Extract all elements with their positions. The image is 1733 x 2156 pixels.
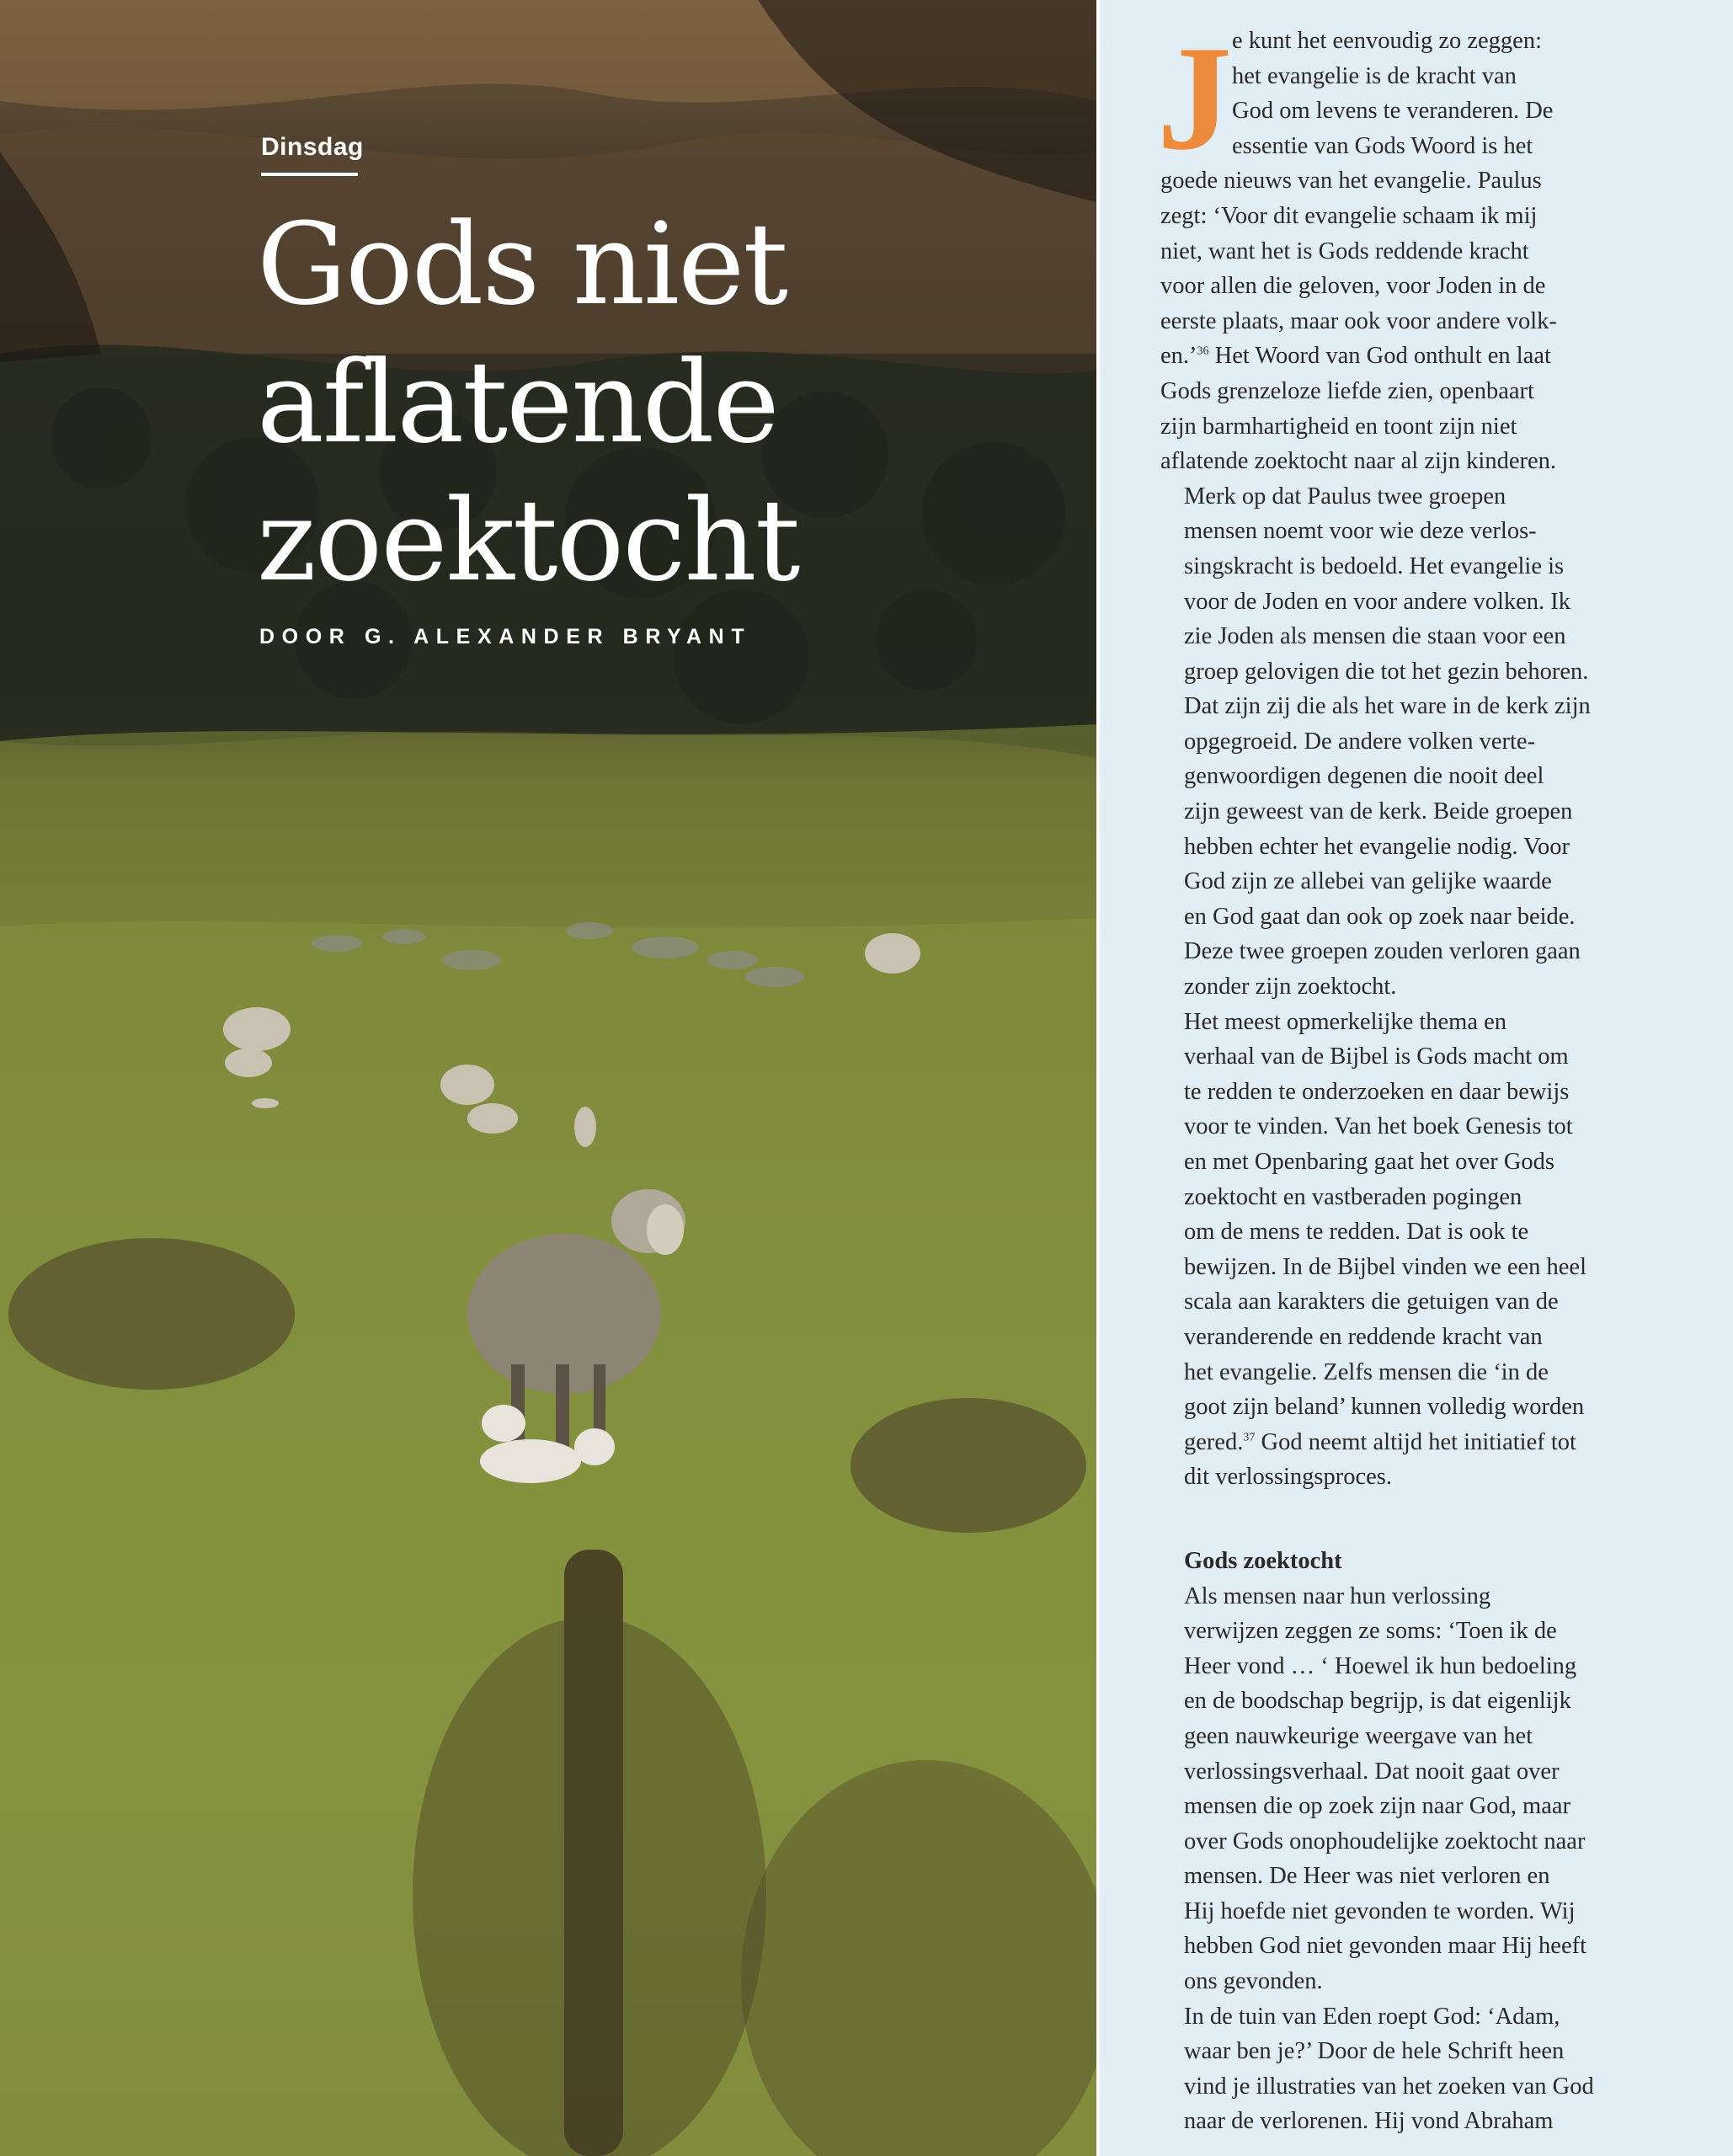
text-line: niet, want het is Gods reddende kracht [1160, 237, 1529, 264]
paragraph [1160, 1999, 1682, 2139]
text-line [1160, 1425, 1682, 1460]
text-line: naar de verlorenen. Hij vond Abraham [1184, 2108, 1554, 2135]
paragraph [1160, 24, 1682, 479]
text-line: In de tuin van Eden roept God: ‘Adam, [1184, 2003, 1560, 2030]
text-line: Deze twee groepen zouden verloren gaan [1184, 938, 1581, 965]
text-line: hebben echter het evangelie nodig. Voor [1184, 833, 1570, 860]
label-underline [261, 173, 358, 176]
paragraph [1160, 479, 1682, 1005]
title-line: zoektocht [257, 475, 799, 606]
text-line: Heer vond … ‘ Hoewel ik hun bedoeling [1184, 1652, 1577, 1679]
text-line: Merk op dat Paulus twee groepen [1184, 483, 1506, 510]
text-line: God zijn ze allebei van gelijke waarde [1184, 868, 1552, 895]
text-line: eerste plaats, maar ook voor andere volk- [1160, 307, 1557, 334]
text-line: het evangelie. Zelfs mensen die ‘in de [1184, 1358, 1549, 1385]
author-byline: DOOR G. ALEXANDER BRYANT [259, 625, 752, 648]
text-line: verhaal van de Bijbel is Gods macht om [1184, 1043, 1569, 1070]
text-line: scala aan karakters die getuigen van de [1184, 1289, 1559, 1315]
text-line: God om levens te veranderen. De [1232, 98, 1554, 125]
text-line: waar ben je?’ Door de hele Schrift heen [1184, 2038, 1565, 2065]
text-line: ons gevonden. [1184, 1968, 1323, 1995]
text-fragment: gered. [1184, 1428, 1244, 1455]
text-fragment: en.’ [1160, 343, 1197, 370]
text-line: om de mens te redden. Dat is ook te [1184, 1219, 1529, 1246]
text-line: voor te vinden. Van het boek Genesis tot [1184, 1113, 1573, 1140]
text-line: Dat zijn zij die als het ware in de kerk zijn [1184, 693, 1591, 720]
text-line: goot zijn beland’ kunnen volledig worden [1184, 1394, 1585, 1421]
text-line: Gods grenzeloze liefde zien, openbaart [1160, 377, 1534, 404]
text-line: het evangelie is de kracht van [1232, 62, 1517, 89]
text-line: zijn geweest van de kerk. Beide groepen [1184, 798, 1573, 825]
text-line: mensen die op zoek zijn naar God, maar [1184, 1793, 1570, 1820]
title-line: Gods niet [257, 199, 787, 330]
footnote-ref: 36 [1197, 344, 1209, 358]
article-title [257, 195, 799, 610]
text-line: goede nieuws van het evangelie. Paulus [1160, 168, 1542, 195]
day-label: Dinsdag [261, 133, 364, 161]
text-line: zonder zijn zoektocht. [1184, 974, 1397, 1001]
text-line: groep gelovigen die tot het gezin behoren. [1184, 658, 1589, 685]
text-line: Als mensen naar hun verlossing [1184, 1582, 1491, 1609]
text-line: mensen noemt voor wie deze verlos- [1184, 518, 1537, 545]
text-line: essentie van Gods Woord is het [1232, 132, 1533, 159]
text-line: en met Openbaring gaat het over Gods [1184, 1149, 1555, 1175]
text-line: en God gaat dan ook op zoek naar beide. [1184, 903, 1576, 930]
text-line: hebben God niet gevonden maar Hij heeft [1184, 1933, 1587, 1960]
text-line: e kunt het eenvoudig zo zeggen: [1232, 28, 1542, 54]
text-line: geen nauwkeurige weergave van het [1184, 1722, 1533, 1749]
article-body [1160, 24, 1682, 2139]
text-line: te redden te onderzoeken en daar bewijs [1184, 1078, 1570, 1105]
paragraph [1160, 1579, 1682, 1999]
text-line: verlossingsverhaal. Dat nooit gaat over [1184, 1758, 1560, 1785]
text-line [1160, 339, 1682, 374]
text-line: voor de Joden en voor andere volken. Ik [1184, 588, 1571, 615]
text-line: aflatende zoektocht naar al zijn kinderen. [1160, 448, 1557, 475]
text-line: bewijzen. In de Bijbel vinden we een heel [1184, 1253, 1586, 1280]
text-line: zegt: ‘Voor dit evangelie schaam ik mij [1160, 202, 1538, 229]
text-line: verwijzen zeggen ze soms: ‘Toen ik de [1184, 1618, 1557, 1645]
text-line: en de boodschap begrijp, is dat eigenlijk [1184, 1688, 1571, 1715]
text-line: veranderende en reddende kracht van [1184, 1323, 1543, 1350]
text-line: voor allen die geloven, voor Joden in de [1160, 273, 1546, 300]
footnote-ref: 37 [1243, 1431, 1256, 1444]
drop-cap: J [1157, 14, 1232, 181]
title-line: aflatende [257, 337, 778, 468]
text-line: zoektocht en vastberaden pogingen [1184, 1183, 1522, 1210]
paragraph [1160, 1005, 1682, 1495]
text-line: zie Joden als mensen die staan voor een [1184, 623, 1566, 650]
text-line: zijn barmhartigheid en toont zijn niet [1160, 413, 1517, 440]
text-line: opgegroeid. De andere volken verte- [1184, 728, 1536, 755]
subheading: Gods zoektocht [1184, 1547, 1342, 1574]
text-column [1096, 0, 1733, 2156]
text-fragment: God neemt altijd het initiatief tot [1255, 1428, 1576, 1455]
text-line: Hij hoefde niet gevonden te worden. Wij [1184, 1897, 1576, 1924]
text-line: dit verlossingsproces. [1184, 1464, 1392, 1491]
text-line: over Gods onophoudelijke zoektocht naar [1184, 1828, 1586, 1854]
text-line: mensen. De Heer was niet verloren en [1184, 1863, 1550, 1890]
text-line: vind je illustraties van het zoeken van God [1184, 2073, 1594, 2100]
text-line: singskracht is bedoeld. Het evangelie is [1184, 552, 1565, 579]
text-fragment: Het Woord van God onthult en laat [1208, 343, 1551, 370]
text-line: genwoordigen degenen die nooit deel [1184, 763, 1544, 790]
text-line: Het meest opmerkelijke thema en [1184, 1008, 1507, 1035]
